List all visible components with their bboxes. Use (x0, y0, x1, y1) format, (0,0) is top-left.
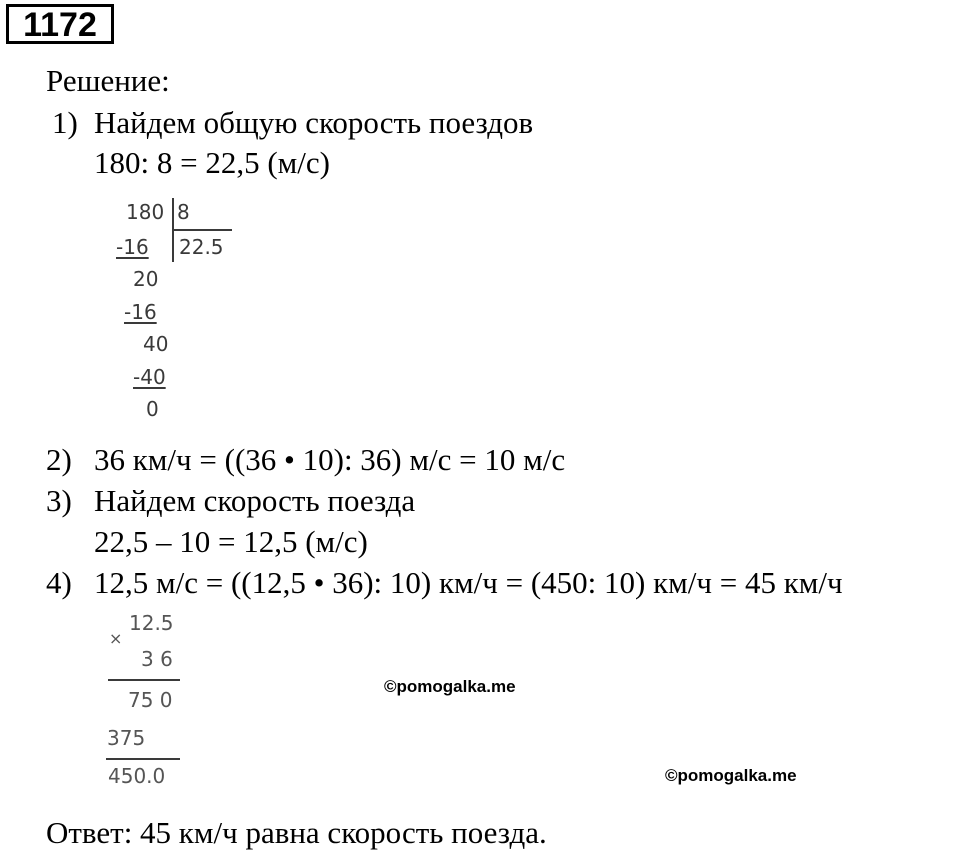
division-row: -16 (116, 235, 149, 259)
division-row: -16 (124, 300, 157, 324)
problem-number: 1172 (6, 4, 114, 44)
solution-heading: Решение: (46, 63, 170, 98)
division-row: 0 (146, 397, 159, 421)
step-3-equation: 22,5 – 10 = 12,5 (м/с) (94, 524, 368, 559)
multiplication-line-2 (106, 758, 180, 760)
watermark: ©pomogalka.me (384, 677, 516, 696)
step-1-equation: 180: 8 = 22,5 (м/с) (94, 145, 330, 180)
step-2-number: 2) (46, 442, 72, 477)
division-dividend: 180 (126, 200, 165, 224)
multiplication-partial-1: 75 0 (128, 688, 173, 712)
division-horizontal-line (174, 229, 232, 231)
multiplication-partial-2: 375 (107, 726, 146, 750)
division-row: -40 (133, 365, 166, 389)
multiplication-factor-2: 3 6 (141, 647, 173, 671)
division-row: 20 (133, 267, 159, 291)
step-1-text: Найдем общую скорость поездов (94, 105, 534, 140)
step-3-number: 3) (46, 483, 72, 518)
multiplication-sign: × (109, 629, 123, 648)
division-divisor: 8 (177, 200, 190, 224)
step-3-text: Найдем скорость поезда (94, 483, 416, 518)
step-4-number: 4) (46, 565, 72, 600)
division-quotient: 22.5 (179, 235, 224, 259)
multiplication-result: 450.0 (108, 764, 166, 788)
watermark: ©pomogalka.me (665, 766, 797, 785)
step-4-text: 12,5 м/с = ((12,5 • 36): 10) км/ч = (450: 10) км/ч = 45 км/ч (94, 565, 843, 600)
multiplication-factor-1: 12.5 (129, 611, 174, 635)
step-2-text: 36 км/ч = ((36 • 10): 36) м/с = 10 м/с (94, 442, 566, 477)
answer: Ответ: 45 км/ч равна скорость поезда. (46, 815, 547, 850)
step-1-number: 1) (52, 105, 78, 140)
division-row: 40 (143, 332, 169, 356)
multiplication-line-1 (108, 679, 180, 681)
